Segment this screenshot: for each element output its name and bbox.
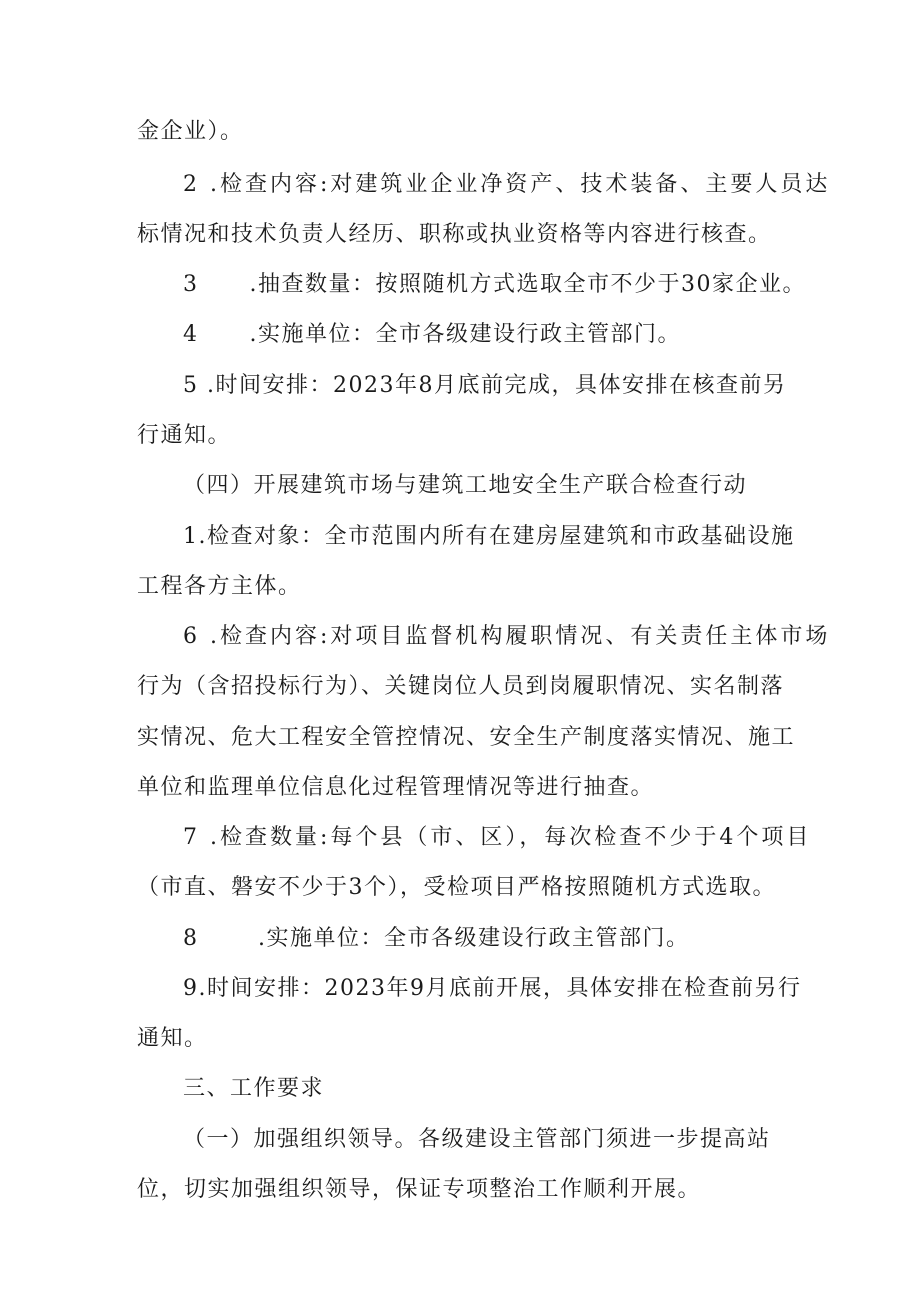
text-line: （市直、磐安不少于3个），受检项目严格按照随机方式选取。 — [137, 875, 776, 900]
text-line: 5 .时间安排：2023年8月底前完成，具体安排在核查前另 — [183, 373, 787, 398]
text-line: 4 .实施单位：全市各级建设行政主管部门。 — [183, 322, 681, 347]
text-line: 9.时间安排：2023年9月底前开展，具体安排在检查前另行 — [183, 976, 802, 1001]
text-line: 金企业）。 — [137, 119, 244, 144]
section-heading: （四）开展建筑市场与建筑工地安全生产联合检查行动 — [183, 473, 748, 498]
text-line: （一）加强组织领导。各级建设主管部门须进一步提高站 — [183, 1127, 771, 1152]
text-line: 标情况和技术负责人经历、职称或执业资格等内容进行核查。 — [137, 222, 772, 247]
text-line: 行为（含招投标行为）、关键岗位人员到岗履职情况、实名制落 — [137, 674, 785, 699]
section-heading: 三、工作要求 — [183, 1076, 325, 1101]
text-line: 实情况、危大工程安全管控情况、安全生产制度落实情况、施工 — [137, 725, 796, 750]
text-line: 3 .抽查数量：按照随机方式选取全市不少于30家企业。 — [183, 272, 806, 297]
text-line: 8 .实施单位：全市各级建设行政主管部门。 — [183, 926, 690, 951]
text-line: 7 .检查数量:每个县（市、区），每次检查不少于4个项目 — [183, 825, 812, 850]
text-line: 单位和监理单位信息化过程管理情况等进行抽查。 — [137, 775, 655, 800]
text-line: 通知。 — [137, 1026, 208, 1051]
text-line: 行通知。 — [137, 423, 232, 448]
text-line: 位，切实加强组织领导，保证专项整治工作顺利开展。 — [137, 1177, 702, 1202]
text-line: 6 .检查内容:对项目监督机构履职情况、有关责任主体市场 — [183, 624, 831, 649]
text-line: 工程各方主体。 — [137, 574, 302, 599]
text-line: 1.检查对象：全市范围内所有在建房屋建筑和市政基础设施 — [183, 524, 795, 549]
text-line: 2 .检查内容:对建筑业企业净资产、技术装备、主要人员达 — [183, 172, 831, 197]
